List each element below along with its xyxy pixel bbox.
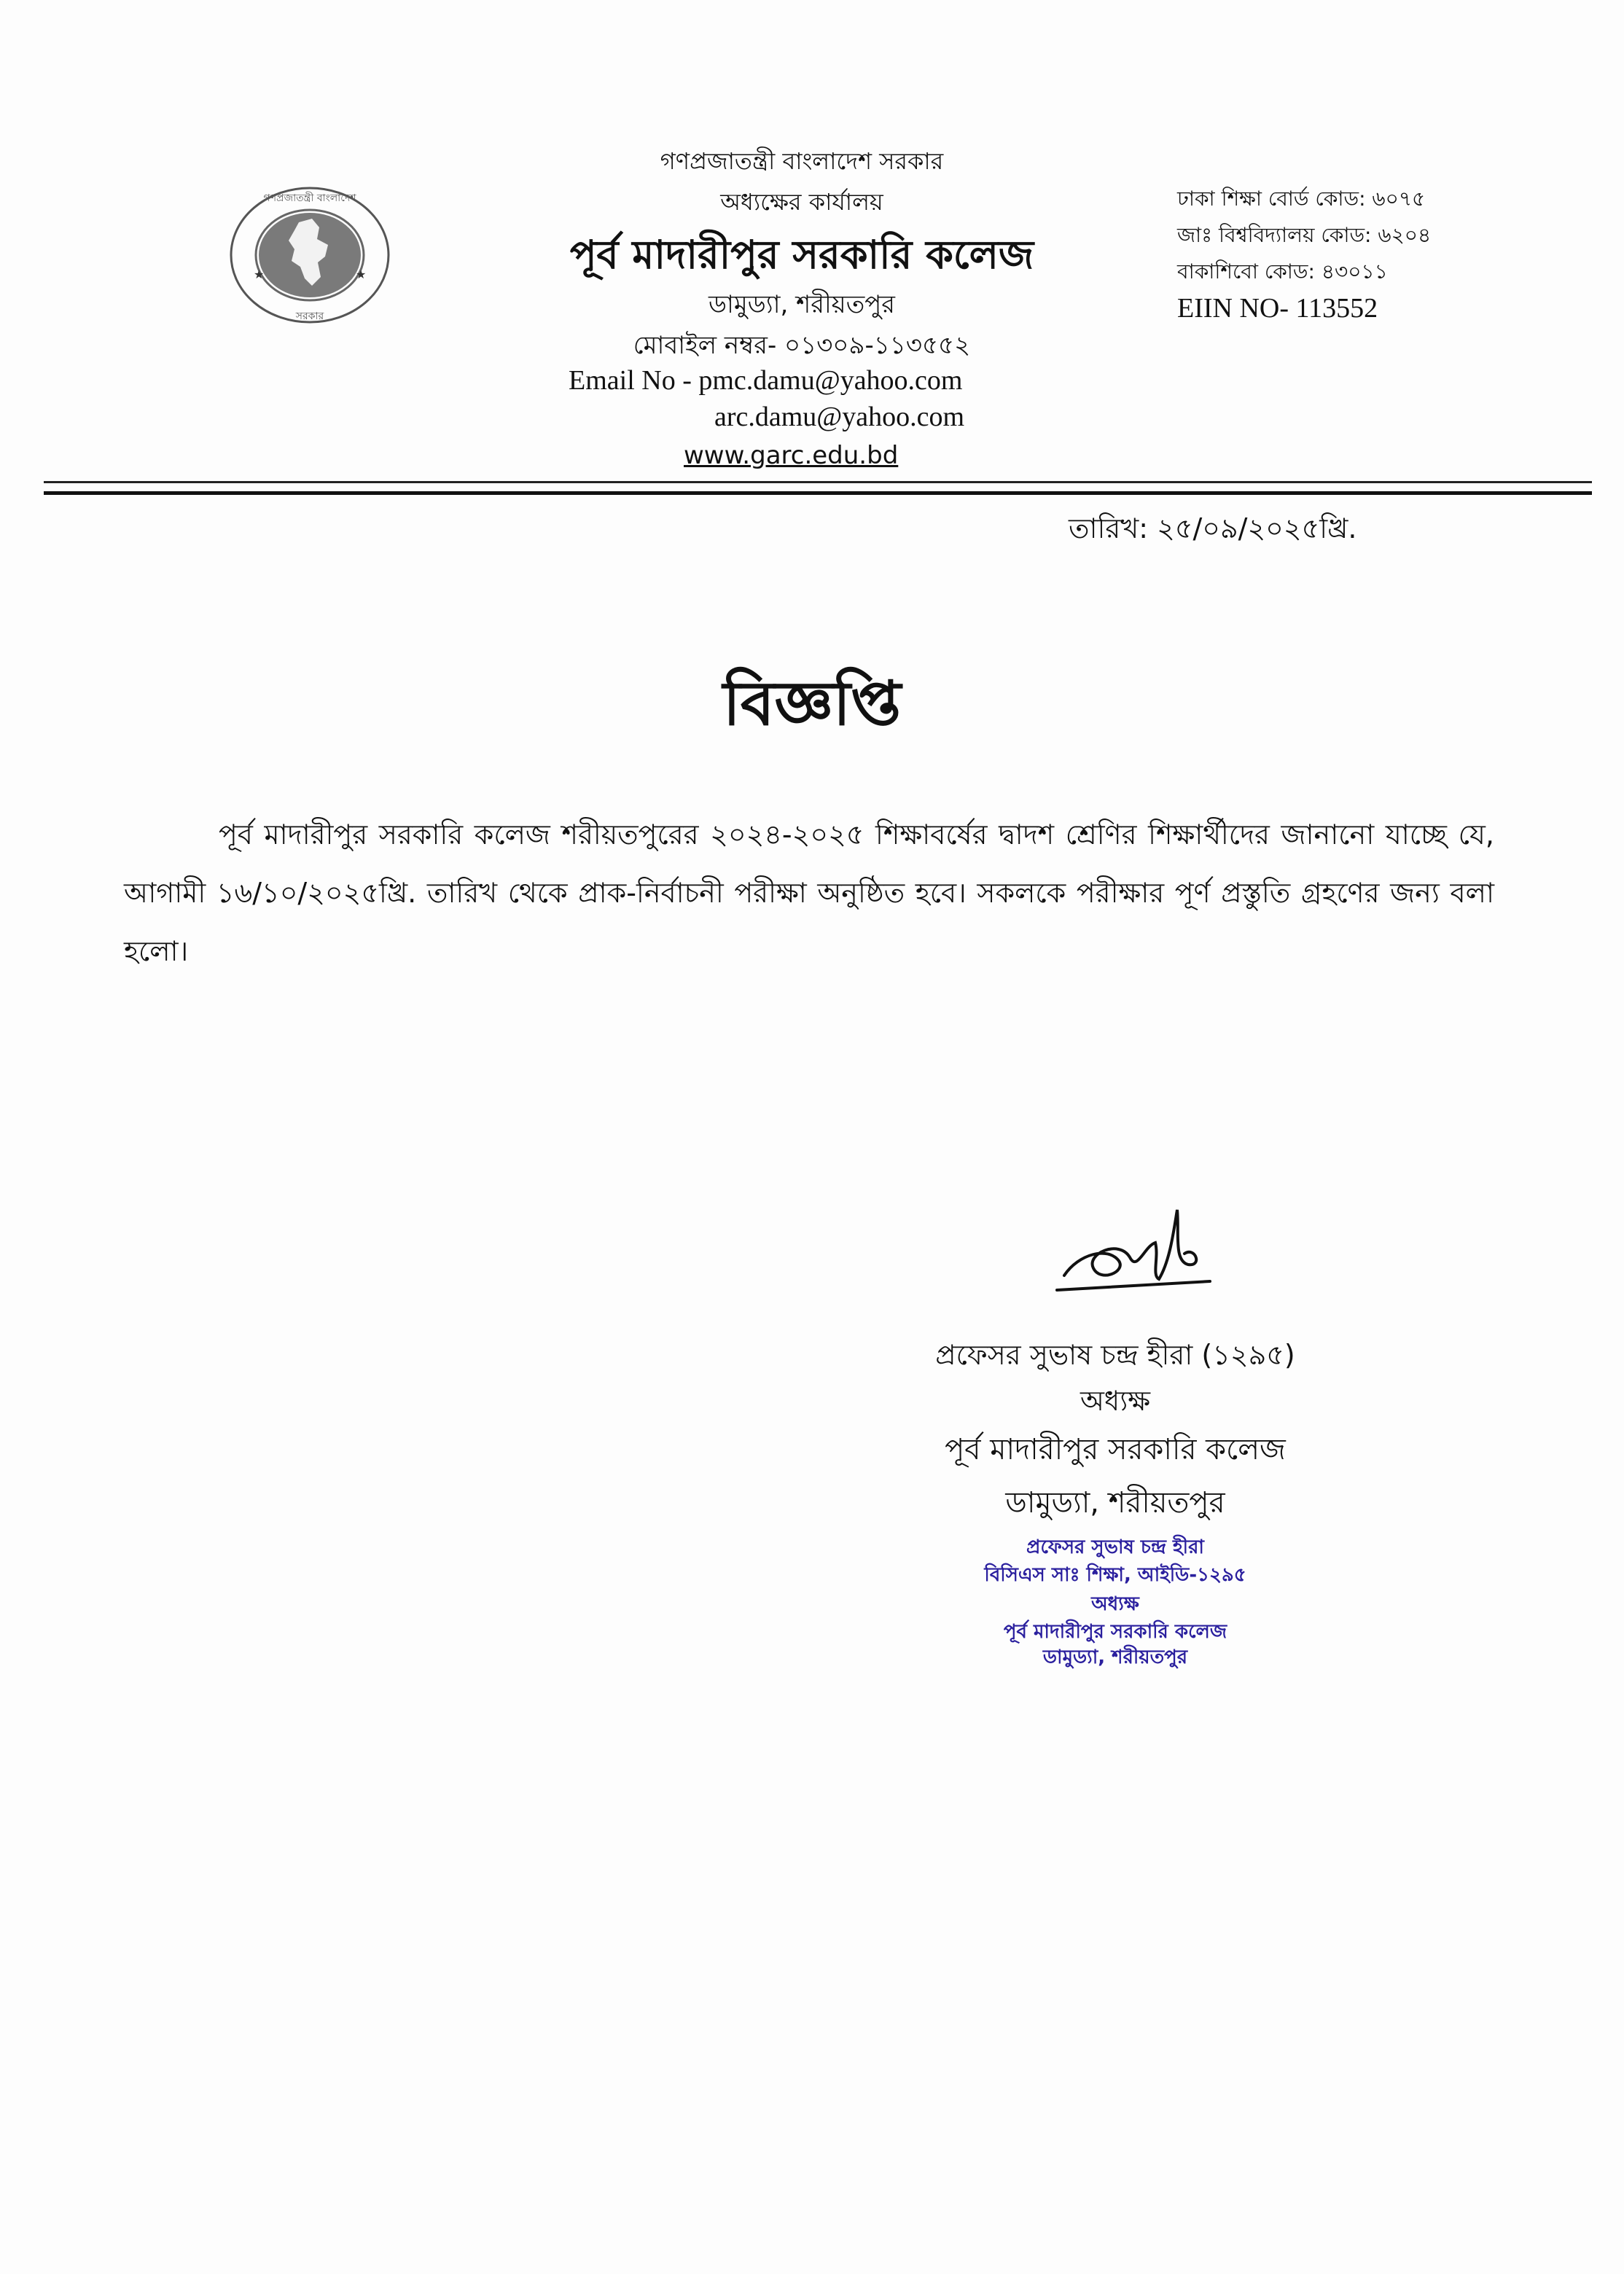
seal-bottom-text: সরকার — [295, 310, 324, 322]
stamp-place: ডামুড্যা, শরীয়তপুর — [1042, 1646, 1188, 1668]
notice-date: তারিখ: ২৫/০৯/২০২৫খ্রি. — [1069, 512, 1357, 544]
signatory-college: পূর্ব মাদারীপুর সরকারি কলেজ — [945, 1433, 1286, 1466]
svg-text:★: ★ — [356, 267, 367, 281]
svg-text:সরকার — [295, 310, 324, 322]
stamp-service-id: বিসিএস সাঃ শিক্ষা, আইডি-১২৯৫ — [984, 1564, 1246, 1586]
signatory-name: প্রফেসর সুভাষ চন্দ্র হীরা (১২৯৫) — [935, 1339, 1295, 1371]
stamp-designation: অধ্যক্ষ — [1091, 1593, 1139, 1615]
signatory-designation: অধ্যক্ষ — [1080, 1385, 1150, 1417]
government-seal — [219, 182, 408, 328]
notice-title: বিজ্ঞপ্তি — [722, 668, 902, 739]
dhaka-board-code: ঢাকা শিক্ষা বোর্ড কোড: ৬০৭৫ — [1177, 187, 1426, 211]
stamp-college: পূর্ব মাদারীপুর সরকারি কলেজ — [1003, 1621, 1227, 1643]
signatory-place: ডামুড্যা, শরীয়তপুর — [1005, 1486, 1225, 1520]
header-divider-thin — [44, 481, 1592, 483]
college-title: পূর্ব মাদারীপুর সরকারি কলেজ — [569, 232, 1034, 278]
notice-body — [124, 805, 1494, 980]
svg-text:★: ★ — [254, 267, 265, 281]
office-name: অধ্যক্ষের কার্যালয় — [720, 188, 883, 216]
website-link[interactable]: www.garc.edu.bd — [684, 441, 899, 470]
govt-name: গণপ্রজাতন্ত্রী বাংলাদেশ সরকার — [660, 147, 944, 175]
svg-text:গণপ্রজাতন্ত্রী বাংলাদেশ — [264, 192, 357, 204]
university-code: জাঃ বিশ্ববিদ্যালয় কোড: ৬২০৪ — [1177, 223, 1432, 247]
eiin-number: EIIN NO- 113552 — [1177, 293, 1378, 324]
institution-codes — [1177, 181, 1431, 327]
email-secondary: arc.damu@yahoo.com — [714, 402, 965, 432]
notice-body-text: পূর্ব মাদারীপুর সরকারি কলেজ শরীয়তপুরের ২০২৪-২০২৫ শিক্ষাবর্ষের দ্বাদশ শ্রেণির শিক্ষার্থীদের জানানো যাচ্ছে যে, আগামী ১৬/১০/২০২৫খ্রি. তারিখ থেকে প্রাক-নির্বাচনী পরীক্ষা অনুষ্ঠিত হবে। সকলকে পরীক্ষার পূর্ণ প্রস্তুতি গ্রহণের জন্য বলা হলো। — [124, 818, 1494, 967]
email-primary: Email No - pmc.damu@yahoo.com — [569, 365, 963, 396]
handwritten-signature — [1050, 1188, 1239, 1312]
college-location: ডামুড্যা, শরীয়তপুর — [708, 290, 895, 319]
banbeis-code: বাকাশিবো কোড: ৪৩০১১ — [1177, 259, 1388, 284]
seal-top-text: গণপ্রজাতন্ত্রী বাংলাদেশ — [263, 192, 356, 204]
header-divider-thick — [44, 491, 1592, 495]
stamp-name: প্রফেসর সুভাষ চন্দ্র হীরা — [1026, 1536, 1204, 1558]
mobile-number: মোবাইল নম্বর- ০১৩০৯-১১৩৫৫২ — [633, 331, 971, 360]
